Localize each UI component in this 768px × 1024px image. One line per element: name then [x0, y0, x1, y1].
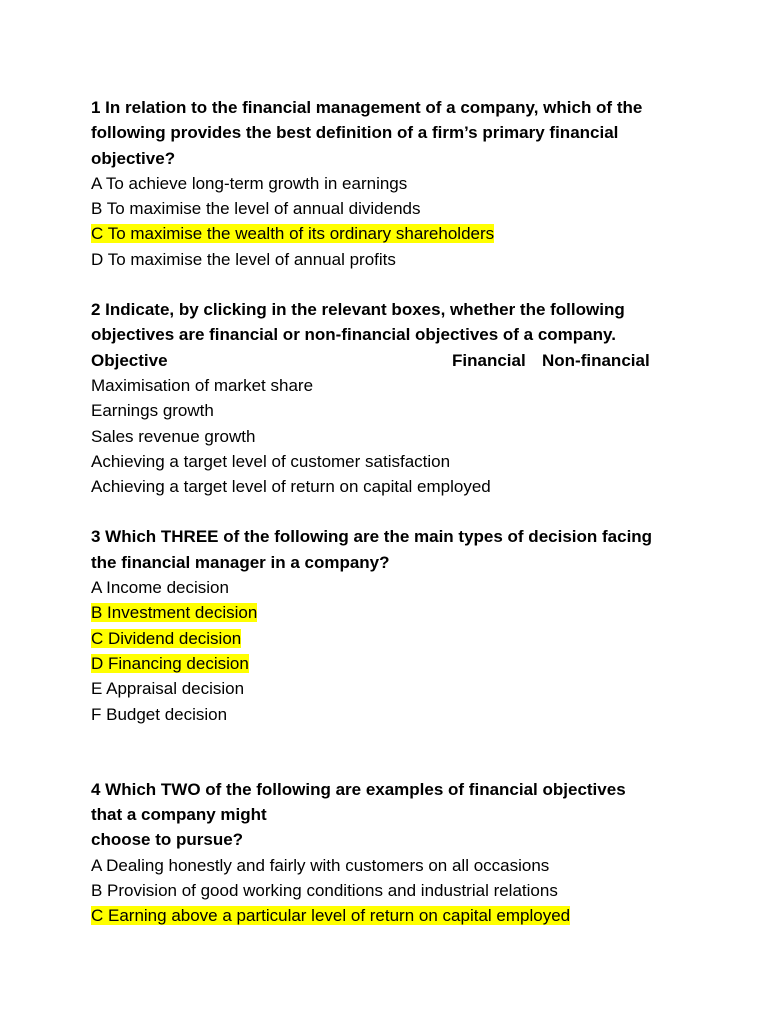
question-3: [91, 524, 728, 726]
question-line: 2 Indicate, by clicking in the relevant boxes, whether the following: [91, 300, 625, 320]
question-line: 1 In relation to the financial management of a company, which of the: [91, 98, 643, 117]
highlighted-answer: D Financing decision: [91, 653, 249, 673]
option-text: B To maximise the level of annual dividends: [91, 199, 421, 219]
answer-option-b: [91, 600, 728, 625]
answer-option-a: [91, 853, 728, 878]
question-1: [91, 95, 728, 272]
question-4: [91, 777, 728, 929]
question-line: following provides the best definition of a firm’s primary financial: [91, 123, 619, 143]
option-text: E Appraisal decision: [91, 679, 245, 699]
question-text: [91, 95, 728, 171]
highlighted-answer: C Earning above a particular level of return on capital employed: [91, 906, 571, 926]
highlighted-answer: C Dividend decision: [91, 628, 242, 648]
objective-table-header: [91, 348, 728, 373]
question-line: 3 Which THREE of the following are the main types of decision facing: [91, 527, 653, 547]
objective-column-header: Objective: [91, 350, 168, 370]
highlighted-answer: C To maximise the wealth of its ordinary shareholders: [91, 224, 495, 244]
answer-option-c: [91, 903, 728, 928]
question-text: [91, 297, 728, 348]
answer-option-d: [91, 247, 728, 272]
option-text: A Dealing honestly and fairly with customers on all occasions: [91, 855, 550, 875]
answer-option-b: [91, 196, 728, 221]
question-line: objective?: [91, 148, 176, 168]
non-financial-column-header: Non-financial: [542, 350, 650, 370]
option-text: F Budget decision: [91, 704, 228, 724]
option-text: B Provision of good working conditions and industrial relations: [91, 881, 558, 901]
objective-row: Sales revenue growth: [91, 426, 256, 446]
question-line: objectives are financial or non-financial objectives of a company.: [91, 325, 616, 345]
question-line: 4 Which TWO of the following are examples of financial objectives: [91, 779, 626, 799]
objective-row: Maximisation of market share: [91, 375, 314, 395]
objective-row: Earnings growth: [91, 401, 214, 421]
option-text: D To maximise the level of annual profits: [91, 249, 396, 269]
answer-option-f: [91, 702, 728, 727]
question-text: [91, 777, 728, 853]
question-line: that a company might: [91, 805, 267, 825]
question-2: [91, 297, 728, 499]
answer-option-a: [91, 575, 728, 600]
objective-row: Achieving a target level of customer satisfaction: [91, 451, 451, 471]
option-text: A To achieve long-term growth in earnings: [91, 173, 408, 193]
option-text: A Income decision: [91, 578, 229, 598]
question-line: choose to pursue?: [91, 830, 244, 850]
objective-row: Achieving a target level of return on capital employed: [91, 477, 491, 497]
highlighted-answer: B Investment decision: [91, 603, 258, 623]
answer-option-d: [91, 651, 728, 676]
answer-option-c: [91, 626, 728, 651]
question-text: [91, 524, 728, 575]
answer-option-c: [91, 221, 728, 246]
answer-option-b: [91, 878, 728, 903]
question-line: the financial manager in a company?: [91, 552, 390, 572]
answer-option-e: [91, 676, 728, 701]
financial-column-header: Financial: [452, 350, 526, 370]
answer-option-a: [91, 171, 728, 196]
